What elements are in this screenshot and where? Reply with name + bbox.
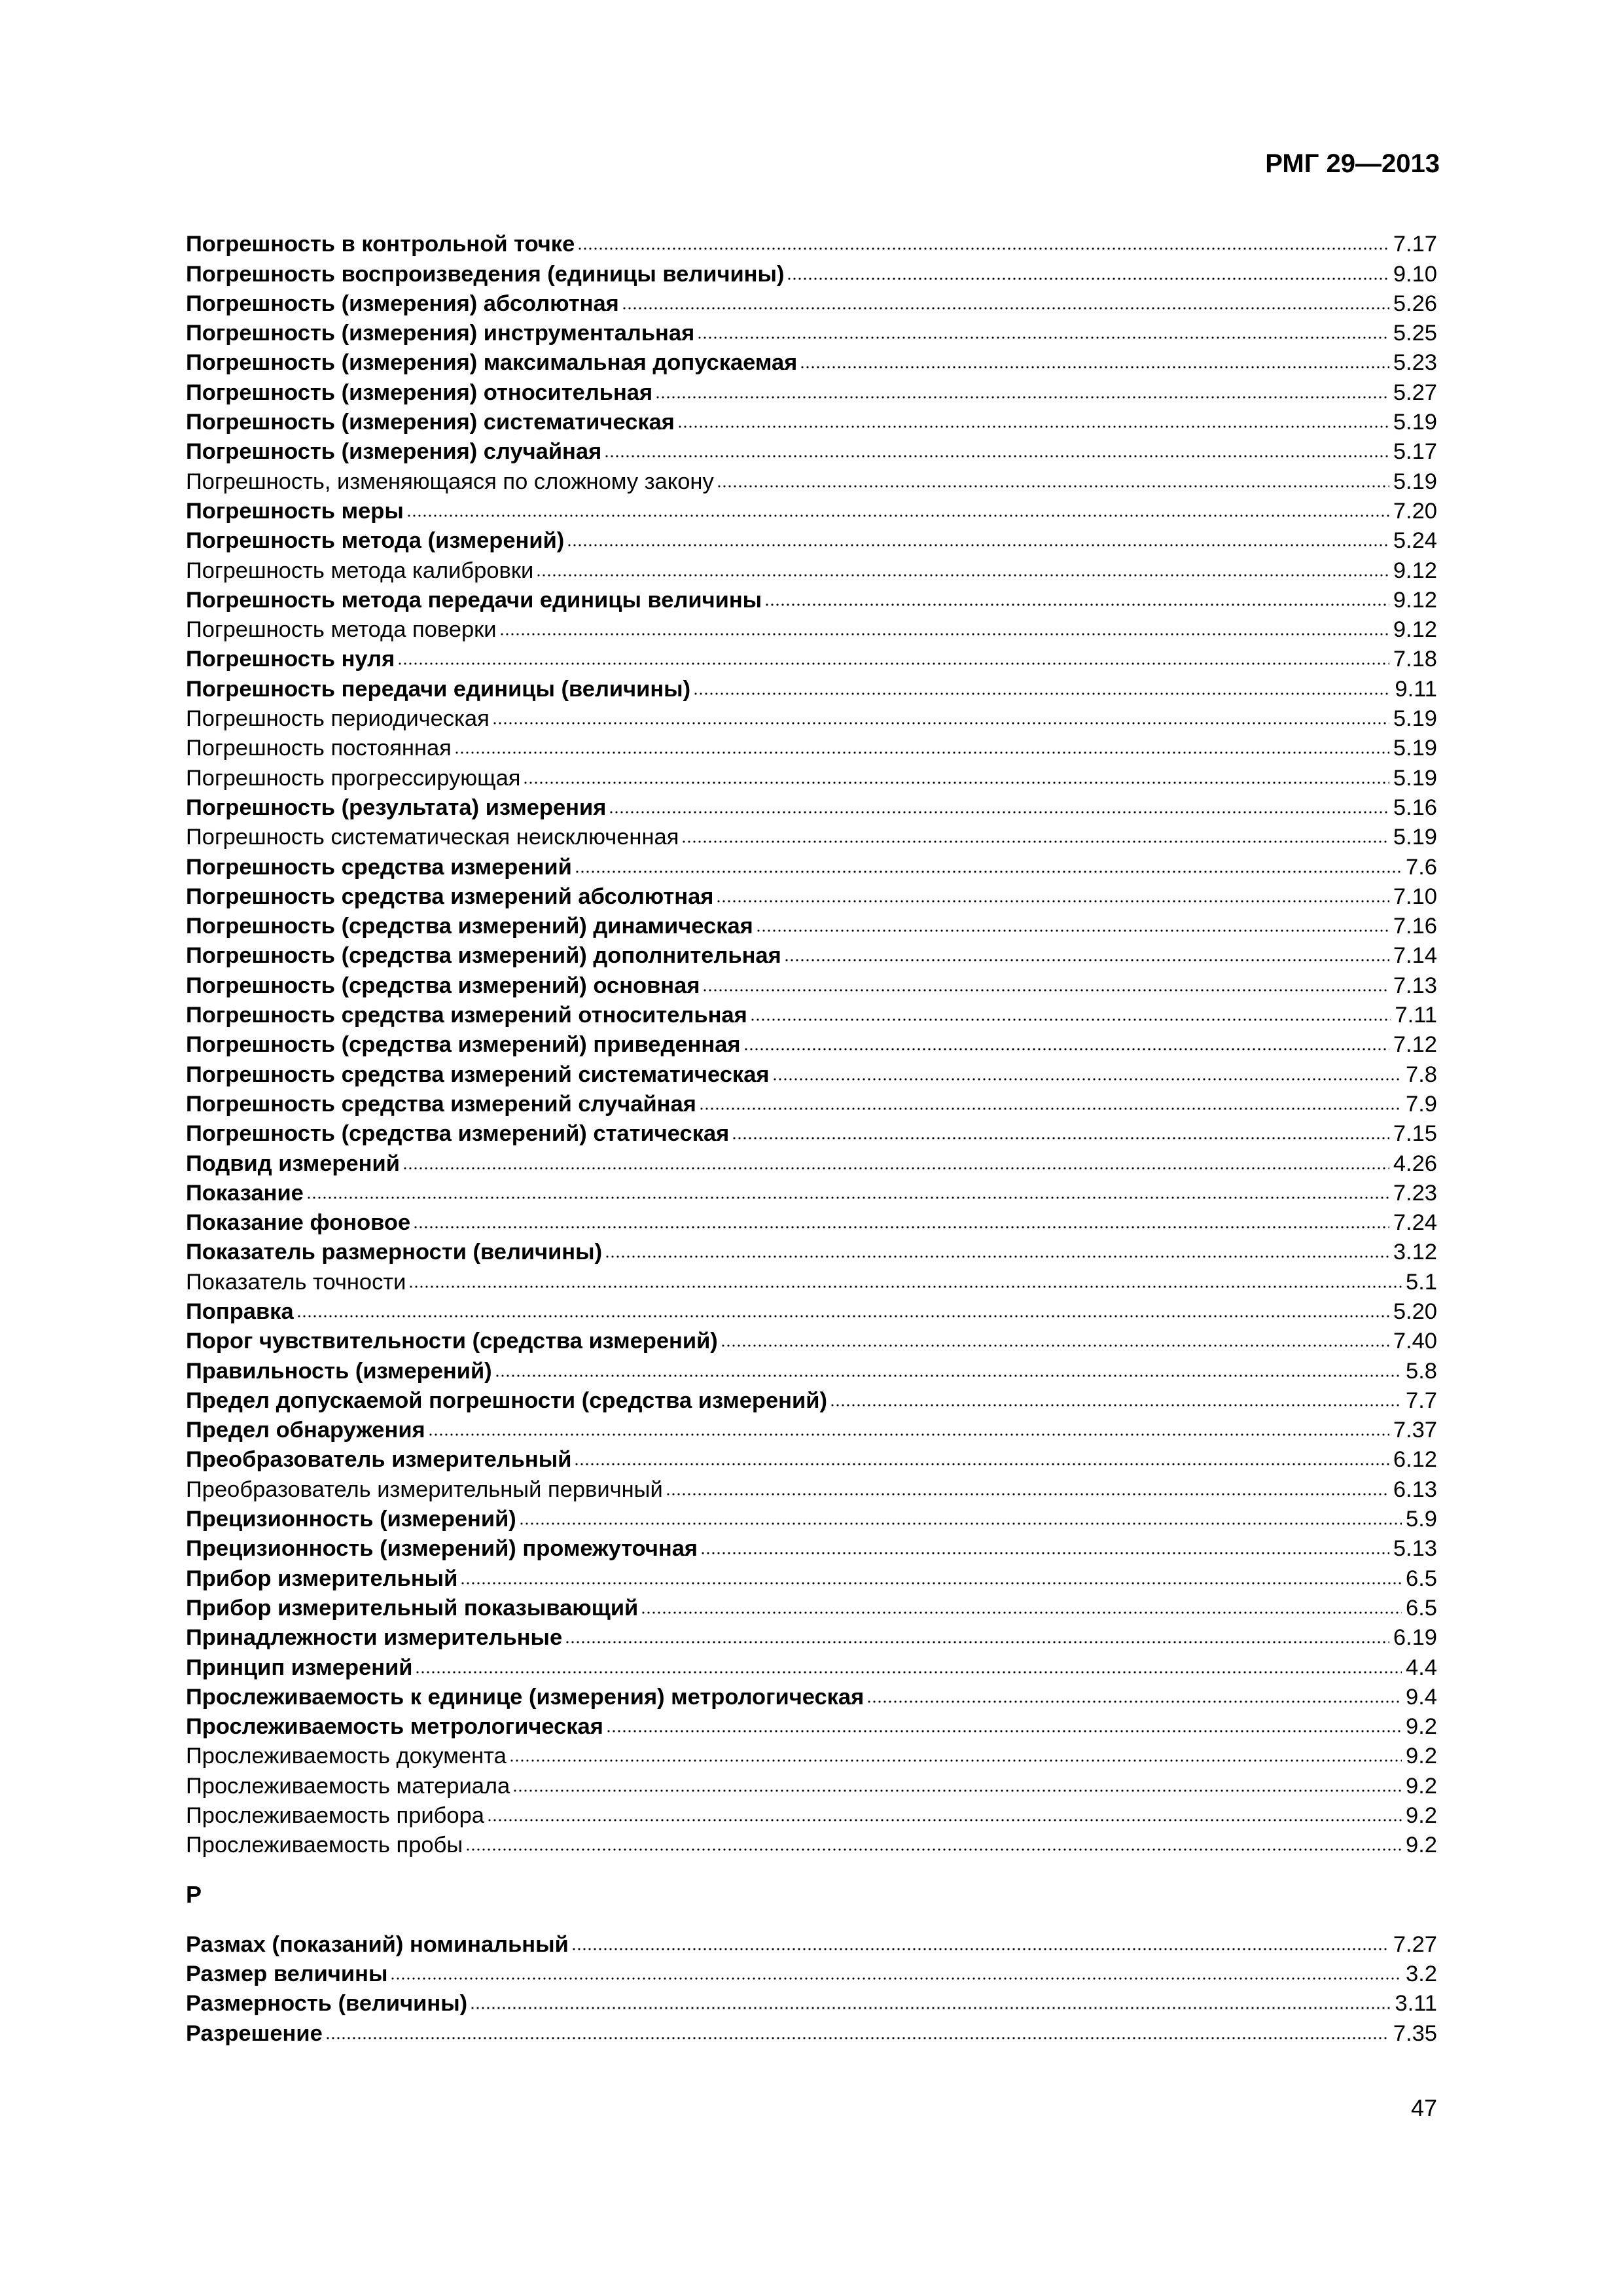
index-entry [186,969,1437,998]
index-reference: 5.17 [1393,439,1437,465]
dot-leader [416,1671,1402,1676]
index-reference: 7.7 [1406,1388,1437,1413]
index-entry [186,1177,1437,1206]
index-reference: 5.19 [1393,736,1437,761]
index-term: Погрешность средства измерений [186,854,572,880]
index-section-p [186,228,1437,1858]
index-entry [186,1592,1437,1621]
index-term: Прибор измерительный [186,1566,458,1591]
dot-leader [774,1078,1402,1083]
dot-leader [576,870,1402,876]
dot-leader [455,751,1389,757]
index-term: Принадлежности измерительные [186,1625,563,1651]
dot-leader [496,1374,1402,1380]
index-entry [186,1028,1437,1058]
index-entry [186,435,1437,465]
index-term: Погрешность средства измерений относительная [186,1003,747,1028]
index-term: Погрешность периодическая [186,706,490,732]
index-term: Погрешность метода передачи единицы величины [186,587,762,613]
index-term: Погрешность средства измерений абсолютная [186,884,714,909]
section-gap [186,1918,1437,1928]
index-reference: 9.10 [1393,261,1437,287]
index-entry [186,2017,1437,2046]
index-entry [186,524,1437,554]
dot-leader [683,840,1389,846]
index-entry [186,1265,1437,1295]
index-term: Разрешение [186,2020,323,2046]
index-entry [186,1621,1437,1651]
index-entry [186,1710,1437,1740]
dot-leader [718,485,1389,490]
index-term: Погрешность метода поверки [186,617,497,643]
index-reference: 5.8 [1406,1358,1437,1384]
dot-leader [785,959,1389,964]
index-reference: 7.27 [1393,1931,1437,1957]
dot-leader [610,811,1389,816]
dot-leader [327,2037,1389,2042]
index-reference: 9.12 [1393,587,1437,613]
dot-leader [766,603,1389,609]
dot-leader [414,1226,1389,1231]
index-entry [186,939,1437,969]
document-id-header: РМГ 29—2013 [1265,149,1440,178]
index-term: Погрешность воспроизведения (единицы величины) [186,261,785,287]
index-entry [186,1088,1437,1117]
index-reference: 7.6 [1406,854,1437,880]
dot-leader [410,1285,1402,1291]
index-reference: 9.2 [1406,1803,1437,1829]
index-reference: 7.37 [1393,1418,1437,1443]
dot-leader [623,307,1389,312]
index-reference: 7.11 [1395,1003,1437,1028]
index-term: Погрешность (измерения) систематическая [186,410,675,435]
index-term: Погрешность систематическая неисключенная [186,825,679,850]
index-entry [186,1295,1437,1325]
index-reference: 9.2 [1406,1833,1437,1858]
index-reference: 6.5 [1406,1566,1437,1591]
index-entry [186,1769,1437,1799]
index-term: Прослеживаемость прибора [186,1803,484,1829]
index-reference: 3.12 [1393,1240,1437,1265]
index-term: Прецизионность (измерений) [186,1507,516,1532]
dot-leader [757,929,1389,935]
dot-leader [408,514,1389,520]
index-reference: 7.12 [1393,1032,1437,1058]
index-reference: 5.13 [1393,1536,1437,1562]
index-term: Погрешность (средства измерений) динамическая [186,914,753,939]
dot-leader [467,1848,1402,1854]
dot-leader [520,1522,1402,1528]
dot-leader [667,1493,1389,1498]
dot-leader [700,1107,1402,1113]
section-letter-r: Р [186,1881,202,1909]
dot-leader [537,574,1389,579]
index-reference: 9.4 [1406,1684,1437,1710]
index-reference: 7.14 [1393,943,1437,969]
index-entry [186,1117,1437,1147]
index-term: Правильность (измерений) [186,1358,492,1384]
index-entry [186,1147,1437,1176]
dot-leader [399,662,1389,668]
index-entry [186,613,1437,643]
index-term: Показание фоновое [186,1210,411,1236]
index-term: Показатель размерности (величины) [186,1240,603,1265]
index-entry [186,1928,1437,1957]
index-term: Погрешность метода калибровки [186,558,534,583]
index-term: Погрешность (измерения) максимальная допускаемая [186,350,798,376]
index-entry [186,791,1437,821]
index-term: Принцип измерений [186,1655,413,1680]
dot-leader [868,1700,1402,1706]
index-term: Погрешность (измерения) случайная [186,439,602,465]
dot-leader [488,1819,1402,1824]
index-entry [186,1236,1437,1265]
index-entry [186,346,1437,376]
index-term: Погрешность постоянная [186,736,452,761]
index-entry [186,1740,1437,1769]
index-reference: 9.12 [1393,617,1437,643]
index-term: Показатель точности [186,1269,406,1295]
dot-leader [566,1641,1389,1646]
index-entry [186,1414,1437,1443]
dot-leader [575,1463,1389,1468]
index-reference: 7.13 [1393,973,1437,998]
dot-leader [722,1344,1389,1350]
index-term: Погрешность (средства измерений) статическая [186,1121,730,1147]
dot-leader [493,722,1389,727]
index-reference: 6.19 [1393,1625,1437,1651]
dot-leader [656,396,1389,401]
index-entry [186,732,1437,761]
index-term: Погрешность средства измерений случайная [186,1091,696,1117]
index-entry [186,465,1437,494]
index-term: Погрешность (результата) измерения [186,795,607,820]
index-entry [186,1987,1437,2017]
dot-leader [694,692,1391,698]
index-reference: 5.23 [1393,350,1437,376]
index-reference: 6.12 [1393,1447,1437,1473]
index-reference: 7.18 [1393,647,1437,672]
index-entry [186,1799,1437,1829]
dot-leader [642,1611,1402,1617]
dot-leader [607,1730,1402,1735]
index-term: Прослеживаемость к единице (измерения) метрологическая [186,1684,865,1710]
index-reference: 5.24 [1393,528,1437,554]
index-term: Погрешность (средства измерений) приведенная [186,1032,741,1058]
dot-leader [579,247,1389,253]
dot-leader [573,1948,1389,1953]
index-entry [186,406,1437,435]
index-reference: 5.19 [1393,825,1437,850]
index-reference: 7.10 [1393,884,1437,909]
index-reference: 7.8 [1406,1062,1437,1087]
dot-leader [788,278,1389,283]
index-reference: 7.35 [1393,2020,1437,2046]
index-entry [186,1829,1437,1858]
dot-leader [831,1404,1402,1409]
index-entry [186,1206,1437,1236]
index-term: Порог чувствительности (средства измерений) [186,1329,718,1354]
index-reference: 5.26 [1393,291,1437,316]
index-reference: 7.20 [1393,498,1437,524]
index-reference: 6.5 [1406,1595,1437,1621]
index-reference: 9.2 [1406,1714,1437,1740]
index-term: Прецизионность (измерений) промежуточная [186,1536,698,1562]
index-term: Погрешность передачи единицы (величины) [186,676,691,702]
index-reference: 4.4 [1406,1655,1437,1680]
index-reference: 7.16 [1393,914,1437,939]
dot-leader [568,544,1389,549]
index-reference: 3.2 [1406,1961,1437,1986]
dot-leader [429,1433,1389,1439]
index-entry [186,850,1437,880]
dot-leader [461,1582,1402,1587]
index-term: Прибор измерительный показывающий [186,1595,639,1621]
index-reference: 6.13 [1393,1477,1437,1502]
dot-leader [801,366,1389,371]
dot-leader [745,1048,1389,1053]
index-reference: 9.12 [1393,558,1437,583]
index-section-r [186,1928,1437,2046]
subject-index [186,228,1437,2047]
index-reference: 4.26 [1393,1151,1437,1176]
index-reference: 5.19 [1393,469,1437,494]
index-term: Преобразователь измерительный [186,1447,572,1473]
index-entry [186,257,1437,287]
index-entry [186,1651,1437,1680]
dot-leader [524,781,1389,787]
index-entry [186,1473,1437,1502]
index-reference: 7.23 [1393,1180,1437,1206]
index-term: Погрешность средства измерений систематическая [186,1062,770,1087]
index-entry [186,495,1437,524]
index-reference: 7.15 [1393,1121,1437,1147]
index-reference: 7.40 [1393,1329,1437,1354]
index-entry [186,376,1437,405]
index-reference: 3.11 [1395,1991,1437,2017]
index-reference: 5.19 [1393,410,1437,435]
index-term: Показание [186,1180,304,1206]
index-entry [186,1562,1437,1591]
index-entry [186,880,1437,910]
dot-leader [391,1977,1402,1982]
index-reference: 5.25 [1393,321,1437,346]
index-term: Прослеживаемость материала [186,1773,510,1799]
index-term: Подвид измерений [186,1151,400,1176]
index-entry [186,554,1437,583]
index-term: Прослеживаемость метрологическая [186,1714,603,1740]
index-entry [186,228,1437,257]
dot-leader [605,455,1389,460]
index-term: Предел обнаружения [186,1418,425,1443]
index-entry [186,1532,1437,1562]
index-reference: 5.1 [1406,1269,1437,1295]
dot-leader [751,1018,1391,1024]
index-term: Размах (показаний) номинальный [186,1931,569,1957]
index-entry [186,1958,1437,1987]
index-entry [186,317,1437,346]
dot-leader [606,1255,1389,1261]
index-term: Прослеживаемость пробы [186,1833,463,1858]
dot-leader [698,336,1389,342]
index-term: Прослеживаемость документа [186,1744,507,1769]
index-term: Преобразователь измерительный первичный [186,1477,663,1502]
index-reference: 7.9 [1406,1091,1437,1117]
dot-leader [501,633,1389,638]
dot-leader [733,1137,1389,1142]
index-entry [186,584,1437,613]
index-entry [186,287,1437,317]
index-term: Погрешность нуля [186,647,395,672]
index-entry [186,702,1437,732]
dot-leader [404,1167,1389,1172]
dot-leader [308,1196,1389,1202]
index-term: Погрешность в контрольной точке [186,232,575,257]
index-term: Погрешность (измерения) абсолютная [186,291,619,316]
index-term: Погрешность прогрессирующая [186,765,521,791]
index-term: Размер величины [186,1961,388,1986]
index-entry [186,1384,1437,1414]
index-reference: 7.17 [1393,232,1437,257]
index-term: Погрешность меры [186,498,404,524]
index-term: Погрешность (измерения) относительная [186,380,653,405]
index-reference: 5.9 [1406,1507,1437,1532]
index-entry [186,999,1437,1028]
dot-leader [704,989,1389,994]
index-reference: 7.24 [1393,1210,1437,1236]
index-entry [186,1058,1437,1087]
dot-leader [471,2007,1391,2012]
index-term: Погрешность, изменяющаяся по сложному закону [186,469,714,494]
index-entry [186,1681,1437,1710]
index-term: Погрешность (средства измерений) дополнительная [186,943,781,969]
index-reference: 5.16 [1393,795,1437,820]
index-term: Погрешность (измерения) инструментальная [186,321,695,346]
index-entry [186,821,1437,850]
index-reference: 5.20 [1393,1299,1437,1324]
page-number: 47 [1410,2094,1437,2121]
index-entry [186,672,1437,702]
index-entry [186,1354,1437,1384]
index-entry [186,1503,1437,1532]
index-term: Предел допускаемой погрешности (средства измерений) [186,1388,827,1413]
dot-leader [298,1315,1389,1320]
index-reference: 9.2 [1406,1744,1437,1769]
index-reference: 9.11 [1395,676,1437,702]
dot-leader [679,425,1389,431]
index-entry [186,1443,1437,1473]
index-term: Погрешность (средства измерений) основная [186,973,700,998]
index-reference: 5.19 [1393,706,1437,732]
index-entry [186,910,1437,939]
dot-leader [717,900,1389,905]
index-entry [186,761,1437,791]
index-entry [186,643,1437,672]
index-term: Поправка [186,1299,294,1324]
dot-leader [702,1552,1389,1557]
index-term: Размерность (величины) [186,1991,468,2017]
index-reference: 5.27 [1393,380,1437,405]
dot-leader [510,1759,1402,1765]
index-reference: 9.2 [1406,1773,1437,1799]
index-term: Погрешность метода (измерений) [186,528,565,554]
index-entry [186,1325,1437,1354]
dot-leader [514,1789,1402,1795]
index-reference: 5.19 [1393,765,1437,791]
